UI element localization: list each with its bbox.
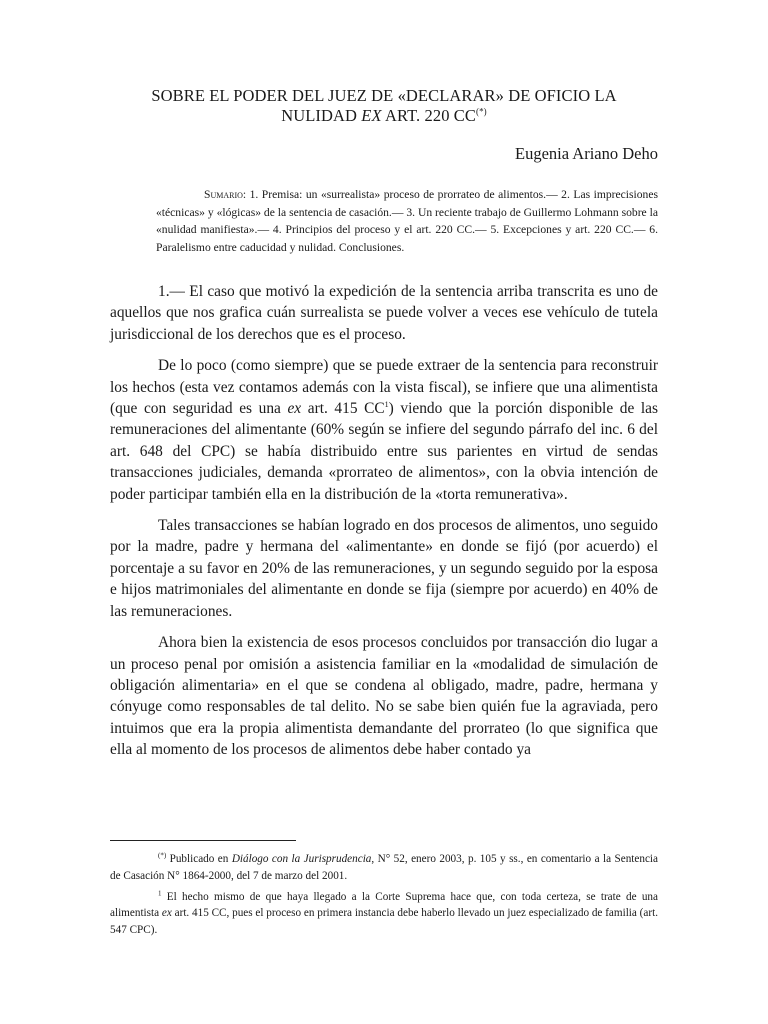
- title-line-2: [110, 106, 658, 126]
- title-line-1: SOBRE EL PODER DEL JUEZ DE «DECLARAR» DE OFICIO LA: [151, 86, 617, 105]
- title-footnote-marker: (*): [475, 106, 487, 117]
- paragraph-1: 1.— El caso que motivó la expedición de la sentencia arriba transcrita es uno de aquellos que nos grafica cuán surrealista se puede volver a veces ese vehículo de tutela jurisdiccional de los derechos que es el proceso.: [110, 283, 658, 343]
- paragraph-2: [110, 355, 658, 505]
- summary-block: [156, 186, 658, 256]
- footnote-1: [110, 889, 658, 939]
- footnote-marker-1: 1: [158, 888, 162, 897]
- summary-text: : 1. Premisa: un «surrealista» proceso de prorrateo de alimentos.— 2. Las imprecisiones «técnicas» y «lógicas» de la sentencia de casación.— 3. Un reciente trabajo de Guillermo Lohmann sobre la «nulidad manifiesta».— 4. Principios del proceso y el art. 220 CC.— 5. Excepciones y art. 220 CC.— 6. Paralelismo entre caducidad y nulidad. Conclusiones.: [156, 188, 658, 254]
- author-name: Eugenia Ariano Deho: [515, 144, 658, 163]
- paragraph-3: Tales transacciones se habían logrado en dos procesos de alimentos, uno seguido por la madre, padre y hermana del «alimentante» en donde se fijó (por acuerdo) el porcentaje a su favor en 20% de las remuneraciones, y un segundo seguido por la esposa e hijos matrimoniales del alimentante en donde se fija (siempre por acuerdo) en 40% de las remuneraciones.: [110, 517, 658, 620]
- footnote-title-part-a: Publicado en: [166, 853, 232, 865]
- paragraph-4: Ahora bien la existencia de esos procesos concluidos por transacción dio lugar a un proceso penal por omisión a asistencia familiar en la «modalidad de simulación de obligación alimentaria» en el que se condena al obligado, madre, padre, hermana y cónyuge como responsables de tal delito. No se sabe bien quién fue la agraviada, pero intuimos que era la propia alimentista demandante del prorrateo (lo que significa que ella al momento de los procesos de alimentos debe haber contado ya: [110, 634, 658, 759]
- title-line-2-start: NULIDAD: [281, 106, 362, 125]
- footnote-1-ex: ex: [161, 907, 172, 920]
- body-text: [110, 281, 658, 771]
- title-ex: EX: [361, 106, 382, 125]
- footnote-1-part-b: art. 415 CC, pues el proceso en primera instancia debe haberlo llevado un juez especializado de familia (art. 547 CPC).: [110, 907, 658, 937]
- paragraph-2-part-a: De lo poco (como siempre) que se puede extraer de la sentencia para reconstruir los hechos (esta vez contamos además con la vista fiscal), se infiere que una alimentista (que con seguridad es una: [110, 357, 658, 418]
- document-title: [110, 86, 658, 126]
- footnote-1-part-a: El hecho mismo de que haya llegado a la Corte Suprema hace que, con toda certeza, se trate de una alimentista: [110, 890, 658, 920]
- footnote-title-journal: Diálogo con la Jurisprudencia: [231, 853, 372, 865]
- paragraph-2-part-b: art. 415 CC: [301, 400, 385, 418]
- footnote-divider: [110, 840, 296, 841]
- footnotes: [110, 851, 658, 943]
- footnote-title: [110, 851, 658, 885]
- footnote-title-part-b: , N° 52, enero 2003, p. 105 y ss., en comentario a la Sentencia de Casación N° 1864-2000, del 7 de marzo del 2001.: [110, 853, 658, 882]
- paragraph-2-part-c: ) viendo que la porción disponible de las remuneraciones del alimentante (60% según se infiere del segundo párrafo del inc. 6 del art. 648 del CPC) se había distribuido entre sus parientes en virtud de sendas transacciones judiciales, demanda «prorrateo de alimentos», con la obvia intención de poder participar también ella en la distribución de la «torta remunerativa».: [110, 400, 658, 503]
- footnote-marker-title: (*): [158, 851, 167, 860]
- title-line-2-end: ART. 220 CC: [381, 106, 476, 125]
- summary-label: Sumario: [204, 188, 243, 201]
- footnote-ref-1[interactable]: 1: [384, 399, 389, 409]
- paragraph-2-ex: ex: [287, 400, 302, 418]
